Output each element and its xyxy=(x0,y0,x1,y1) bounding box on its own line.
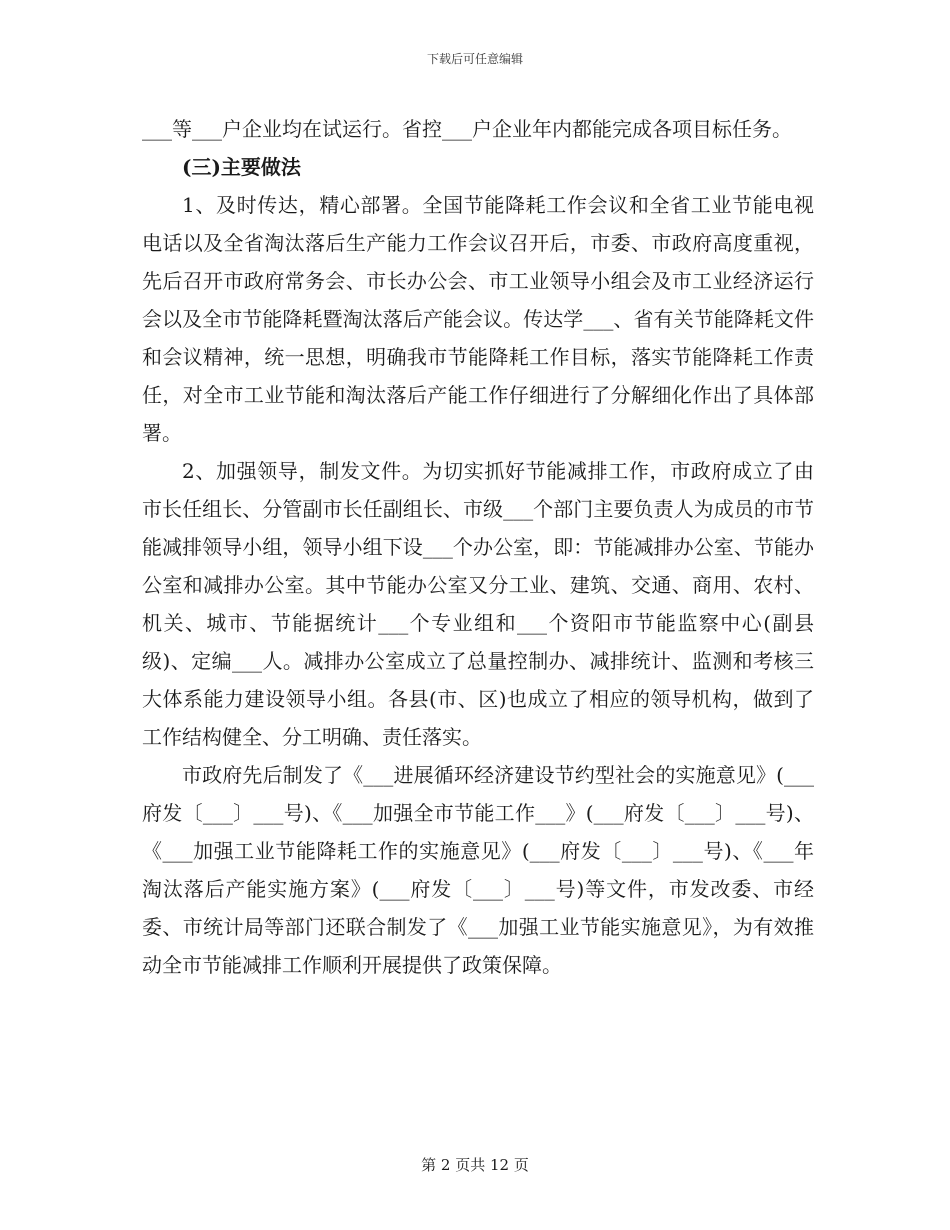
page-header: 下载后可任意编辑 xyxy=(426,52,523,66)
paragraph-documents: 市政府先后制发了《___进展循环经济建设节约型社会的实施意见》(___府发〔___〕___号)、《___加强全市节能工作___》(___府发〔___〕___号)、《___加强工业节能降耗工作的实施意见》(___府发〔___〕___号)、《___年淘汰落后产能实施方案》(___府发〔___〕___号)等文件，市发改委、市经委、市统计局等部门还联合制发了《___加强工业节能实施意见》，为有效推动全市节能减排工作顺利开展提供了政策保障。 xyxy=(142,763,814,977)
paragraph-continuation: ___等___户企业均在试运行。省控___户企业年内都能完成各项目标任务。 xyxy=(142,117,792,141)
paragraph-item-2: 2、加强领导，制发文件。为切实抓好节能减排工作，市政府成立了由市长任组长、分管副市长任副组长、市级___个部门主要负责人为成员的市节能减排领导小组，领导小组下设___个办公室，即：节能减排办公室、节能办公室和减排办公室。其中节能办公室又分工业、建筑、交通、商用、农村、机关、城市、节能据统计___个专业组和___个资阳市节能监察中心(副县级)、定编___人。减排办公室成立了总量控制办、减排统计、监测和考核三大体系能力建设领导小组。各县(市、区)也成立了相应的领导机构，做到了工作结构健全、分工明确、责任落实。 xyxy=(142,459,814,749)
paragraph-item-1: 1、及时传达，精心部署。全国节能降耗工作会议和全省工业节能电视电话以及全省淘汰落后生产能力工作会议召开后，市委、市政府高度重视，先后召开市政府常务会、市长办公会、市工业领导小组会及市工业经济运行会以及全市节能降耗暨淘汰落后产能会议。传达学___、省有关节能降耗文件和会议精神，统一思想，明确我市节能降耗工作目标，落实节能降耗工作责任，对全市工业节能和淘汰落后产能工作仔细进行了分解细化作出了具体部署。 xyxy=(142,193,814,445)
section-heading: (三)主要做法 xyxy=(182,155,301,179)
document-body xyxy=(142,110,814,984)
page-number: 第 2 页共 12 页 xyxy=(421,1156,529,1174)
